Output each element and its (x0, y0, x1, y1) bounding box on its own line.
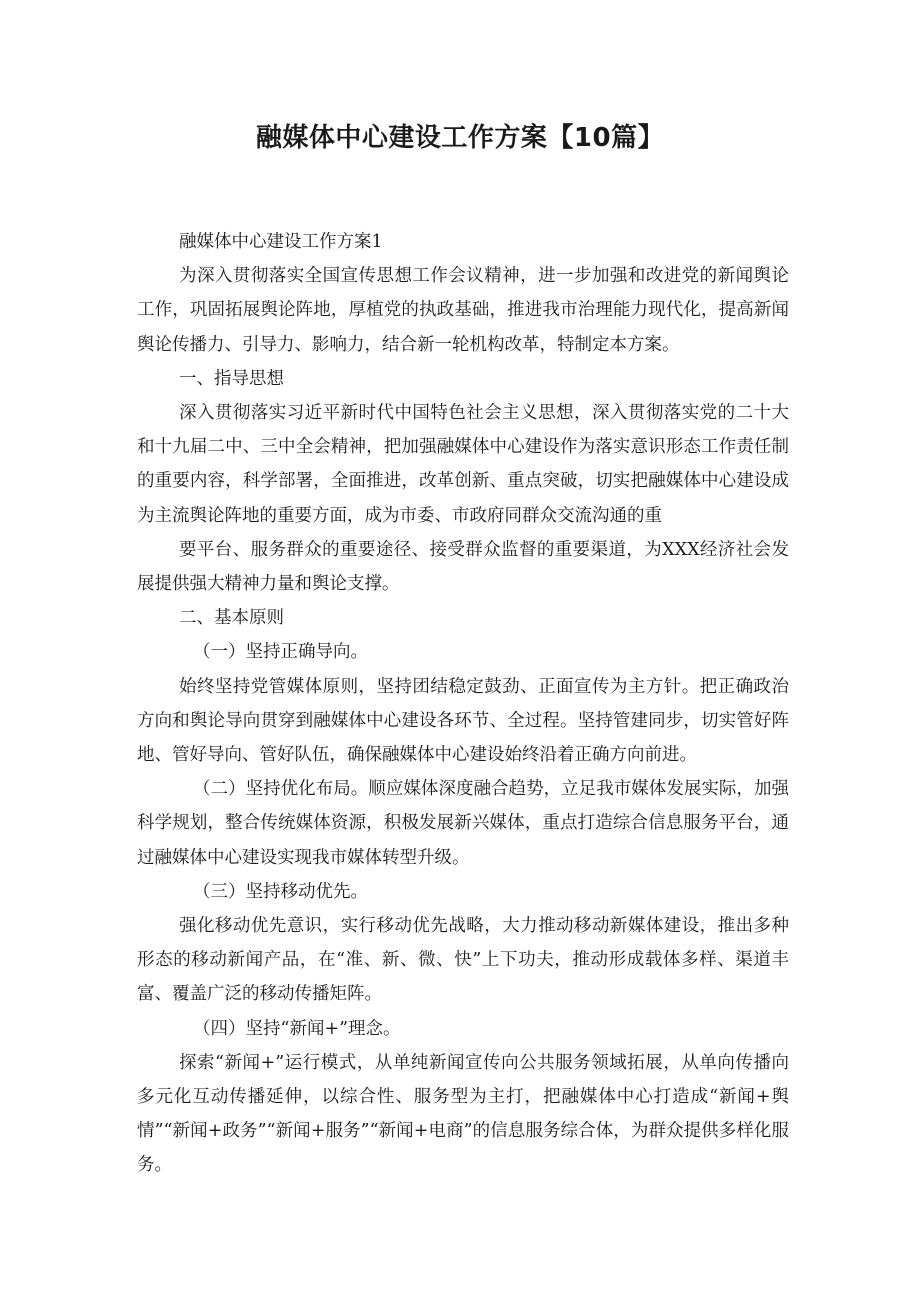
sub-heading-paragraph: （二）坚持优化布局。顺应媒体深度融合趋势，立足我市媒体发展实际，加强科学规划，整合传统媒体资源，积极发展新兴媒体，重点打造综合信息服务平台，通过融媒体中心建设实现我市媒体转型升级。 (137, 779, 789, 868)
body-paragraph: 强化移动优先意识，实行移动优先战略，大力推动移动新媒体建设，推出多种形态的移动新闻产品，在“准、新、微、快”上下功夫，推动形成载体多样、渠道丰富、覆盖广泛的移动传播矩阵。 (137, 916, 789, 1005)
sub-heading: （三）坚持移动优先。 (193, 881, 368, 902)
section-heading: 一、指导思想 (179, 368, 284, 389)
body-paragraph: 探索“新闻+”运行模式，从单纯新闻宣传向公共服务领域拓展，从单向传播向多元化互动传播延伸，以综合性、服务型为主打，把融媒体中心打造成“新闻+舆情”“新闻+政务”“新闻+服务”“新闻+电商”的信息服务综合体，为群众提供多样化服务。 (137, 1052, 789, 1176)
body-paragraph: 为深入贯彻落实全国宣传思想工作会议精神，进一步加强和改进党的新闻舆论工作，巩固拓展舆论阵地，厚植党的执政基础，推进我市治理能力现代化，提高新闻舆论传播力、引导力、影响力，结合新一轮机构改革，特制定本方案。 (137, 266, 789, 355)
body-paragraph: 始终坚持党管媒体原则，坚持团结稳定鼓劲、正面宣传为主方针。把正确政治方向和舆论导向贯穿到融媒体中心建设各环节、全过程。坚持管建同步，切实管好阵地、管好导向、管好队伍，确保融媒体中心建设始终沿着正确方向前进。 (137, 676, 789, 766)
section-heading: 二、基本原则 (179, 608, 284, 629)
sub-heading: （一）坚持正确导向。 (193, 642, 368, 663)
document-body (137, 225, 789, 1183)
body-paragraph: 要平台、服务群众的重要途径、接受群众监督的重要渠道，为XXX经济社会发展提供强大精神力量和舆论支撑。 (137, 539, 789, 595)
body-paragraph: 深入贯彻落实习近平新时代中国特色社会主义思想，深入贯彻落实党的二十大和十九届二中、三中全会精神，把加强融媒体中心建设作为落实意识形态工作责任制的重要内容，科学部署，全面推进，改革创新、重点突破，切实把融媒体中心建设成为主流舆论阵地的重要方面，成为市委、市政府同群众交流沟通的重 (137, 403, 789, 526)
section-heading: 融媒体中心建设工作方案1 (179, 232, 383, 252)
document-title: 融媒体中心建设工作方案【10篇】 (255, 123, 665, 153)
sub-heading: （四）坚持“新闻+”理念。 (193, 1018, 401, 1039)
